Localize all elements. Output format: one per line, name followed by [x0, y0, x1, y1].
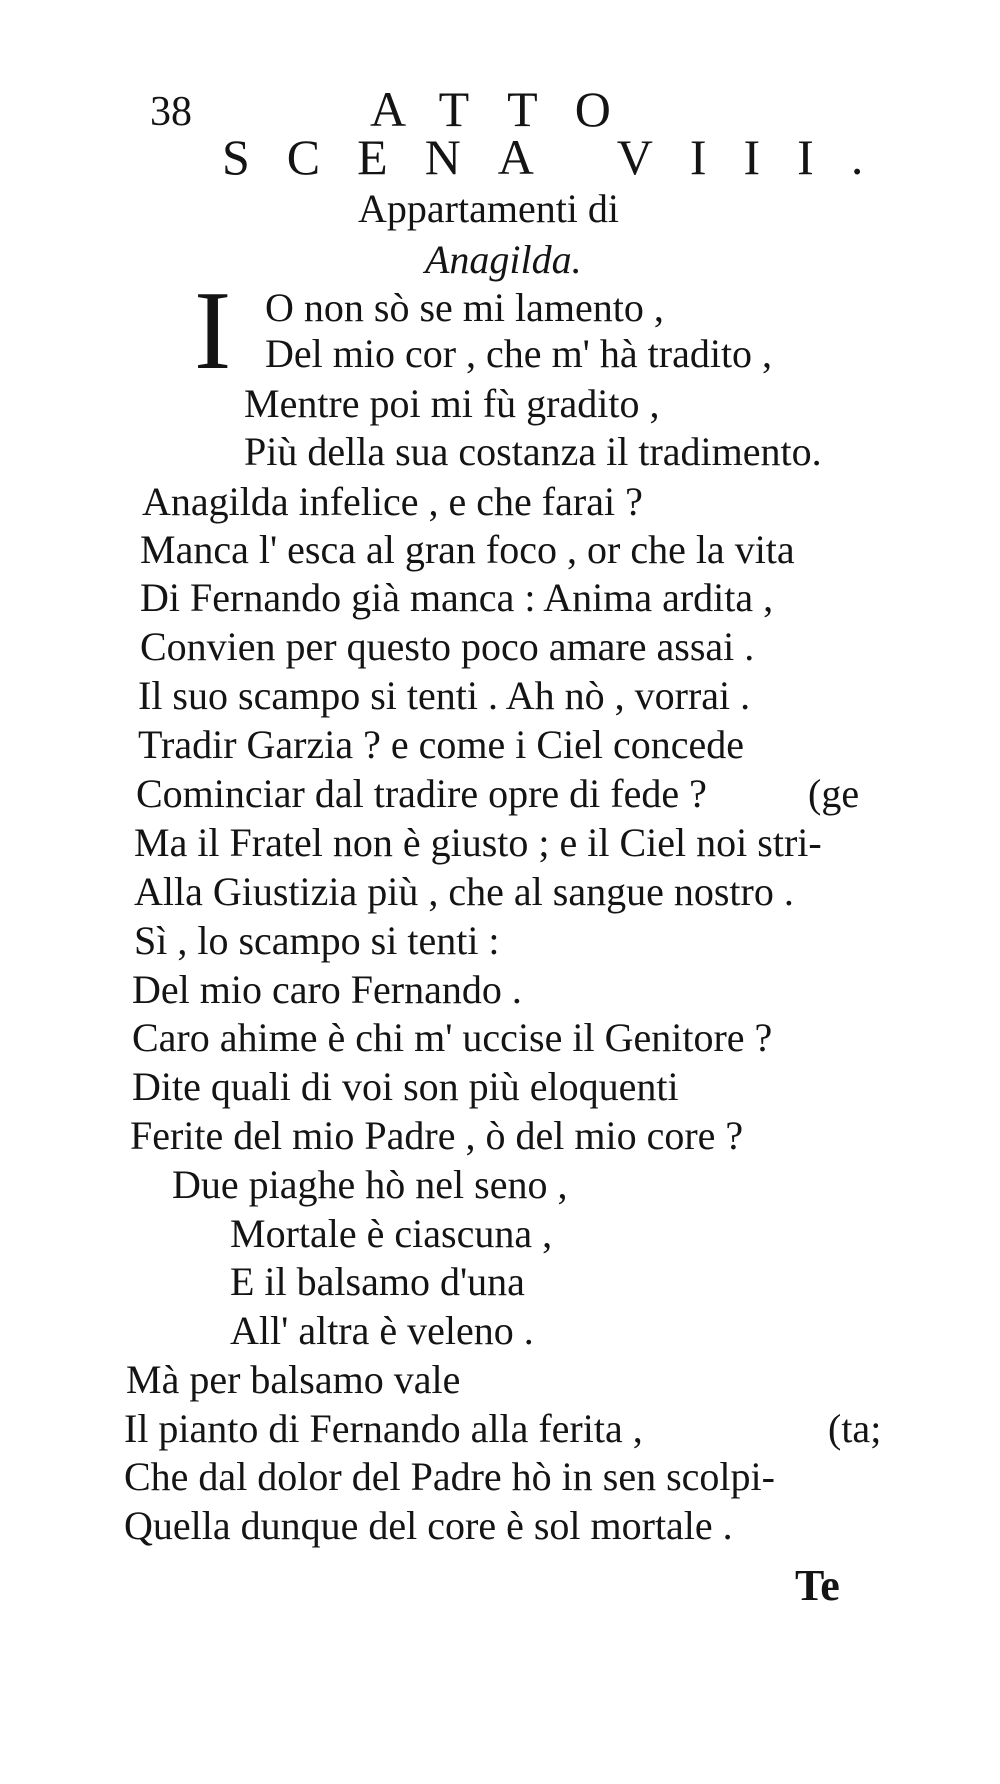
- verse-line: Mortale è ciascuna ,: [230, 1211, 553, 1256]
- verse-line: Ferite del mio Padre , ò del mio core ?: [130, 1113, 744, 1158]
- verse-line: Alla Giustizia più , che al sangue nostro .: [134, 869, 794, 914]
- verse-line: Del mio cor , che m' hà tradito ,: [265, 331, 773, 376]
- verse-line: Quella dunque del core è sol mortale .: [124, 1503, 733, 1548]
- verse-line: Il suo scampo si tenti . Ah nò , vorrai .: [138, 673, 751, 718]
- verse-line: O non sò se mi lamento ,: [265, 285, 664, 330]
- verse-line: Tradir Garzia ? e come i Ciel concede: [138, 722, 745, 767]
- scene-heading: SCENA VIII.: [222, 129, 901, 185]
- page-number: 38: [150, 89, 192, 135]
- turnover-text: (ge: [808, 771, 860, 816]
- turnover-text: (ta;: [828, 1406, 882, 1451]
- catchword: Te: [795, 1561, 840, 1610]
- verse-line: Del mio caro Fernando .: [132, 967, 522, 1012]
- verse-line: Mentre poi mi fù gradito ,: [244, 381, 660, 426]
- running-head: ATTO: [370, 81, 649, 137]
- verse-line: Il pianto di Fernando alla ferita ,: [124, 1406, 643, 1451]
- verse-line: Dite quali di voi son più eloquenti: [132, 1064, 679, 1109]
- verse-line: Caro ahime è chi m' uccise il Genitore ?: [132, 1015, 773, 1060]
- verse-line: Mà per balsamo vale: [126, 1357, 461, 1402]
- verse-line: Sì , lo scampo si tenti :: [134, 918, 500, 963]
- verse-line: Cominciar dal tradire opre di fede ?: [136, 771, 707, 816]
- drop-cap: I: [194, 269, 232, 393]
- verse-line: Anagilda infelice , e che farai ?: [142, 479, 643, 524]
- verse-line: Ma il Fratel non è giusto ; e il Ciel noi stri-: [134, 820, 822, 865]
- setting-character-name: Anagilda.: [425, 237, 582, 282]
- verse-line: All' altra è veleno .: [230, 1308, 534, 1353]
- verse-line: Due piaghe hò nel seno ,: [172, 1162, 568, 1207]
- setting-line: Appartamenti di: [358, 186, 620, 231]
- verse-line: Convien per questo poco amare assai .: [140, 624, 755, 669]
- verse-line: Che dal dolor del Padre hò in sen scolpi-: [124, 1454, 775, 1499]
- verse-line: Di Fernando già manca : Anima ardita ,: [140, 575, 774, 620]
- verse-line: Più della sua costanza il tradimento.: [244, 429, 822, 474]
- verse-line: E il balsamo d'una: [230, 1259, 525, 1304]
- verse-line: Manca l' esca al gran foco , or che la vita: [140, 527, 795, 572]
